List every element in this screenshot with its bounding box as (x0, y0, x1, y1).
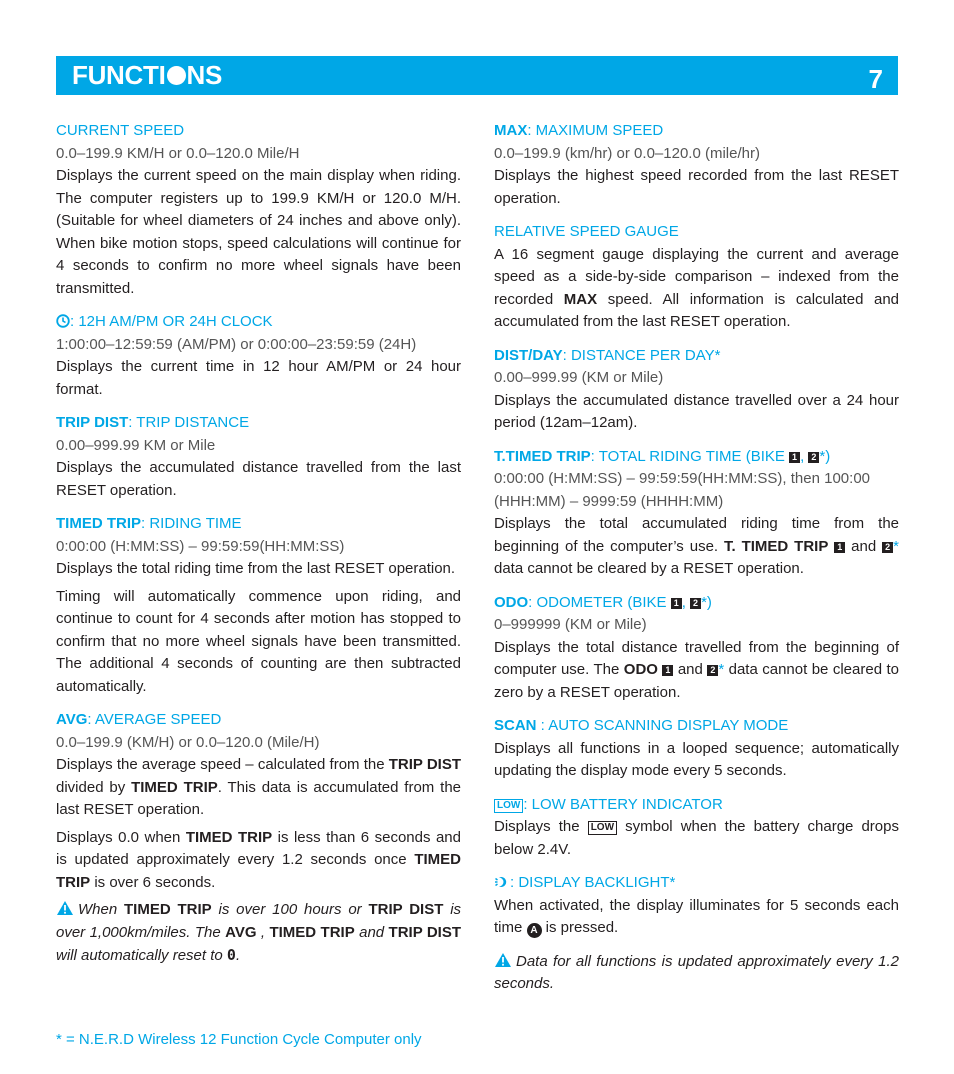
bike-2-badge: 2 (707, 665, 718, 676)
current-speed-section (56, 120, 461, 300)
warning-icon (56, 900, 74, 916)
max-range: 0.0–199.9 (km/hr) or 0.0–120.0 (mile/hr) (494, 144, 760, 162)
backlight-section (494, 872, 899, 940)
backlight-icon (494, 875, 510, 889)
gauge-body: A 16 segment gauge displaying the current and average speed as a side-by-side comparison – indexed from the recorded MAX speed. All information is calculated and accumulated from the last RESET operation. (494, 245, 899, 330)
avg-section (56, 709, 461, 968)
timed-trip-paragraph-1: Displays the total riding time from the last RESET operation. (56, 560, 456, 577)
timed-trip-body (56, 558, 461, 698)
current-speed-body: Displays the current speed on the main display when riding. The computer registers up to 199.9 KM/H or 120.0 M/H. (Suitable for wheel diameters of 24 inches and above only). When bike motion stops, speed calculations will continue for 4 seconds to confirm no more wheel signals have been transmitted. (56, 167, 461, 297)
scan-heading: SCAN : AUTO SCANNING DISPLAY MODE (494, 717, 789, 734)
backlight-heading: : DISPLAY BACKLIGHT* (494, 872, 899, 895)
left-column (56, 120, 461, 979)
t-timed-trip-heading: T.TIMED TRIP: TOTAL RIDING TIME (BIKE 1 , 2 *) (494, 447, 831, 465)
max-body: Displays the highest speed recorded from the last RESET operation. (494, 167, 899, 207)
data-note (494, 951, 899, 996)
clock-body: Displays the current time in 12 hour AM/PM or 24 hour format. (56, 358, 461, 398)
warning-icon (494, 952, 512, 968)
timed-trip-section (56, 513, 461, 698)
bike-1-badge: 1 (834, 542, 845, 553)
avg-paragraph-1: Displays the average speed – calculated from the TRIP DIST divided by TIMED TRIP. This data is accumulated from the last RESET operation. (56, 756, 462, 818)
avg-body (56, 754, 461, 968)
odo-range: 0–999999 (KM or Mile) (494, 616, 647, 633)
dist-day-body: Displays the accumulated distance travelled over a 24 hour period (12am–12am). (494, 391, 899, 431)
title-dot-glyph (167, 66, 186, 85)
t-timed-trip-range: 0:00:00 (H:MM:SS) – 99:59:59(HH:MM:SS), then 100:00 (HHH:MM) – 9999:59 (HHHH:MM) (494, 470, 871, 510)
trip-dist-range: 0.00–999.99 KM or Mile (56, 436, 216, 454)
odo-heading: ODO: ODOMETER (BIKE 1 , 2 *) (494, 593, 712, 611)
trip-dist-section (56, 412, 461, 502)
avg-paragraph-2: Displays 0.0 when TIMED TRIP is less than 6 seconds and is updated approximately every 1.2 seconds once TIMED TRIP is over 6 seconds. (56, 828, 461, 891)
low-battery-heading: LOW : LOW BATTERY INDICATOR (494, 794, 899, 817)
odo-body: Displays the total distance travelled from the beginning of computer use. The ODO 1 and 2 * data cannot be cleared to zero by a RESET operation. (494, 638, 899, 701)
max-heading: MAX: MAXIMUM SPEED (494, 122, 664, 139)
low-battery-section (494, 794, 899, 862)
data-note-text: Data for all functions is updated approximately every 1.2 seconds. (494, 952, 899, 992)
avg-range: 0.0–199.9 (KM/H) or 0.0–120.0 (Mile/H) (56, 733, 320, 751)
bike-1-badge: 1 (789, 452, 800, 463)
a-button-icon: A (527, 923, 542, 938)
dist-day-range: 0.00–999.99 (KM or Mile) (494, 369, 664, 386)
current-speed-heading: CURRENT SPEED (56, 122, 185, 139)
right-column (494, 120, 899, 1007)
section-title: FUNCTI NS (72, 60, 223, 90)
clock-section (56, 311, 461, 401)
bike-2-badge: 2 (690, 598, 701, 609)
backlight-body: When activated, the display illuminates for 5 seconds each time A is pressed. (494, 896, 899, 936)
trip-dist-body: Displays the accumulated distance travelled from the last RESET operation. (56, 459, 461, 499)
t-timed-trip-body: Displays the total accumulated riding time from the beginning of the computer’s use. T. TIMED TRIP 1 and 2 * data cannot be cleared by a RESET operation. (494, 515, 899, 577)
dist-day-section (494, 345, 899, 435)
timed-trip-paragraph-2: Timing will automatically commence upon riding, and continue to count for 4 seconds after motion has stopped to confirm that no more wheel signals have been transmitted. The additional 4 seconds of counting are then subtracted automatically. (56, 587, 461, 695)
timed-trip-range: 0:00:00 (H:MM:SS) – 99:59:59(HH:MM:SS) (56, 537, 345, 555)
page-number: 7 (868, 64, 883, 94)
clock-icon (56, 314, 70, 328)
dist-day-heading: DIST/DAY: DISTANCE PER DAY* (494, 346, 721, 364)
low-battery-body: Displays the LOW symbol when the battery charge drops below 2.4V. (494, 818, 899, 858)
bike-1-badge: 1 (671, 598, 682, 609)
avg-warning: When TIMED TRIP is over 100 hours or TRIP DIST is over 1,000km/miles. The AVG , TIMED TRIP and TRIP DIST will automatically reset to 0. (56, 901, 462, 964)
avg-heading: AVG: AVERAGE SPEED (56, 711, 222, 728)
bike-2-badge: 2 (882, 542, 893, 553)
footnote: * = N.E.R.D Wireless 12 Function Cycle Computer only (56, 1031, 422, 1048)
t-timed-trip-section (494, 446, 899, 581)
bike-1-badge: 1 (662, 665, 673, 676)
scan-body: Displays all functions in a looped sequence; automatically updating the display mode every 5 seconds. (494, 739, 899, 779)
low-battery-icon: LOW (494, 799, 523, 813)
segment-zero-glyph: 0 (226, 946, 236, 964)
scan-section (494, 715, 899, 783)
max-section (494, 120, 899, 210)
clock-range: 1:00:00–12:59:59 (AM/PM) or 0:00:00–23:59:59 (24H) (56, 335, 417, 353)
timed-trip-heading: TIMED TRIP: RIDING TIME (56, 515, 242, 532)
section-header-bar (56, 56, 898, 95)
current-speed-range: 0.0–199.9 KM/H or 0.0–120.0 Mile/H (56, 144, 300, 162)
bike-2-badge: 2 (808, 452, 819, 463)
gauge-heading: RELATIVE SPEED GAUGE (494, 223, 679, 240)
gauge-section (494, 221, 899, 334)
odo-section (494, 592, 899, 705)
clock-heading: : 12H AM/PM OR 24H CLOCK (56, 311, 461, 334)
trip-dist-heading: TRIP DIST: TRIP DISTANCE (56, 414, 250, 431)
low-battery-icon: LOW (588, 821, 617, 835)
